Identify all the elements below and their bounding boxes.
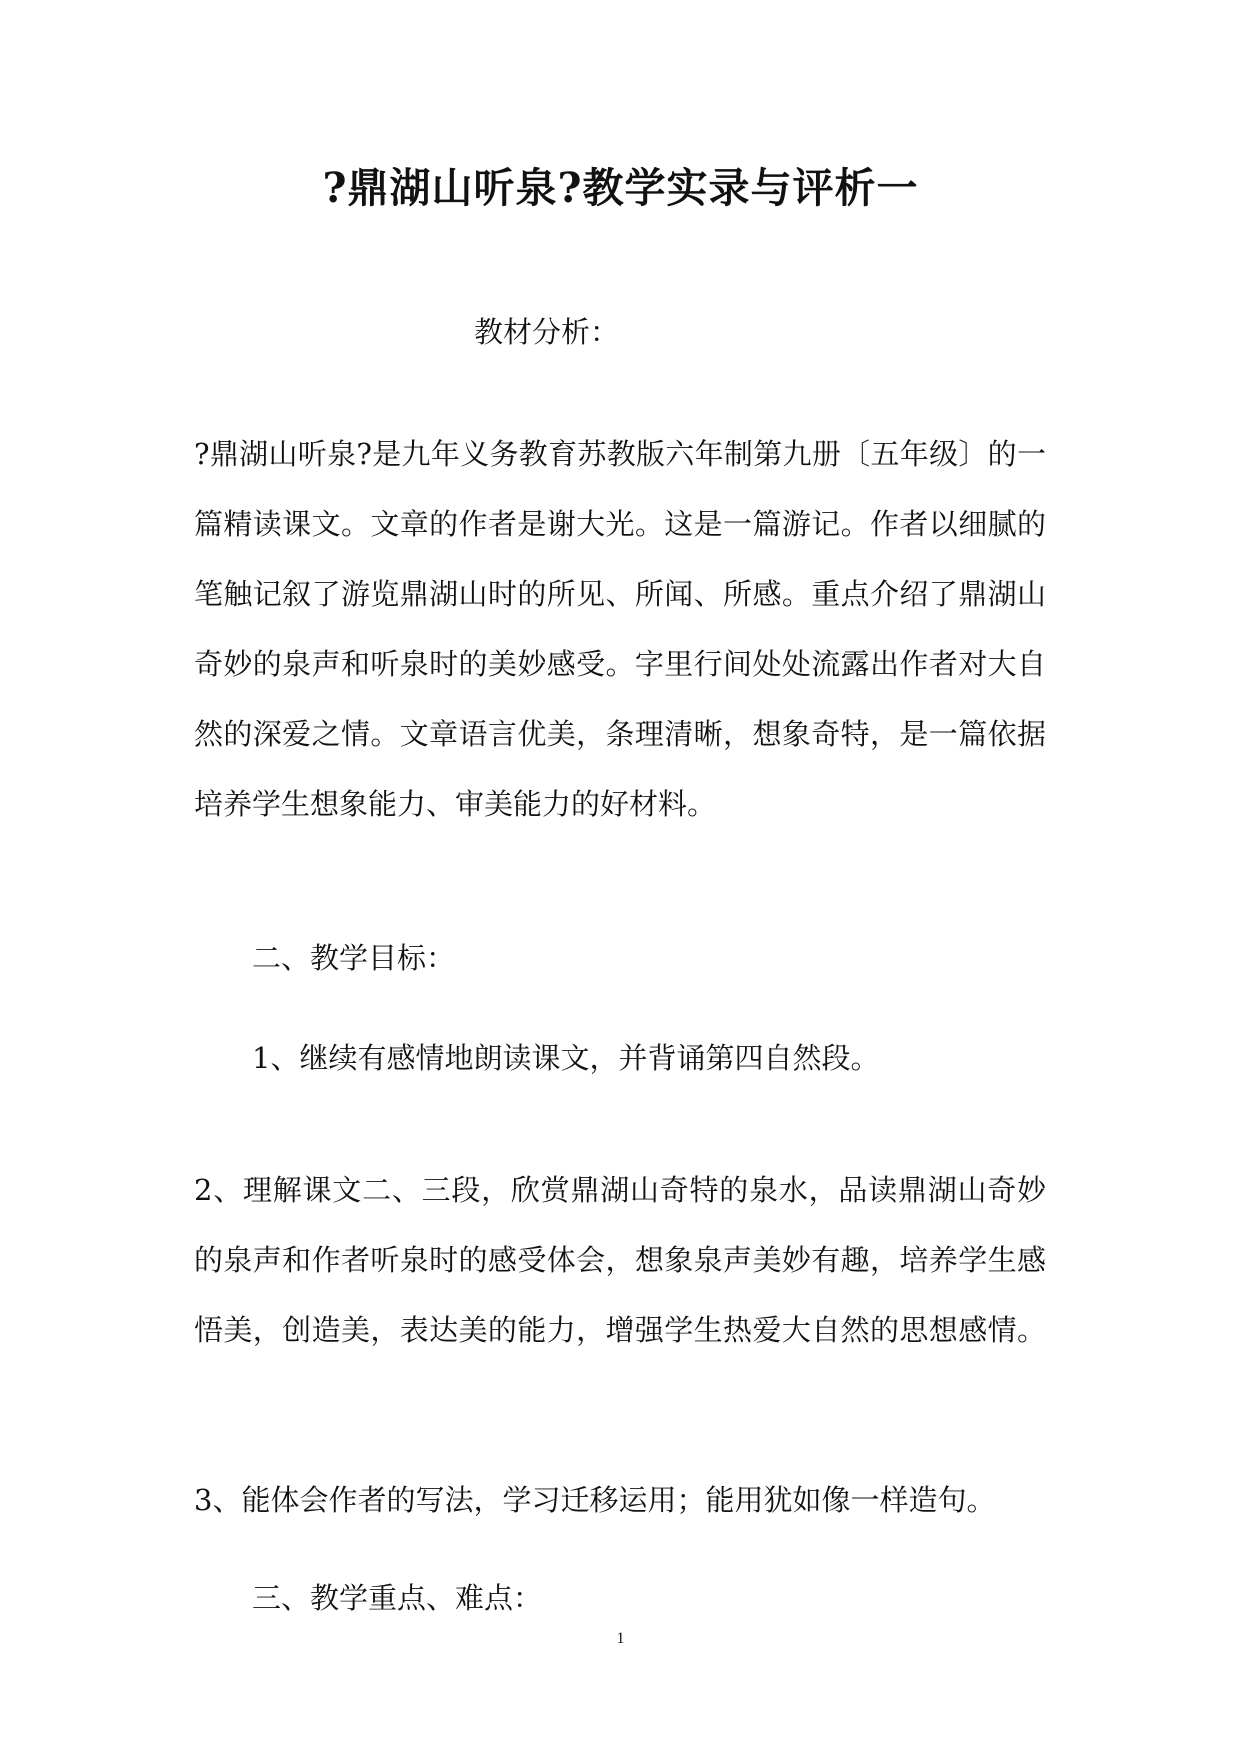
analysis-line: 然的深爱之情。文章语言优美，条理清晰，想象奇特，是一篇依据 xyxy=(194,717,1046,751)
goal-2-line: 悟美，创造美，表达美的能力，增强学生热爱大自然的思想感情。 xyxy=(194,1313,1046,1347)
analysis-line: 培养学生想象能力、审美能力的好材料。 xyxy=(194,787,717,821)
goal-item-2 xyxy=(194,1168,1046,1352)
analysis-line: 奇妙的泉声和听泉时的美妙感受。字里行间处处流露出作者对大自 xyxy=(194,647,1046,681)
section-heading-material-analysis: 教材分析： xyxy=(474,315,620,349)
goal-2-line: 2、理解课文二、三段，欣赏鼎湖山奇特的泉水，品读鼎湖山奇妙 xyxy=(194,1173,1046,1207)
goal-item-3: 3、能体会作者的写法，学习迁移运用；能用犹如像一样造句。 xyxy=(194,1483,996,1517)
analysis-line: 笔触记叙了游览鼎湖山时的所见、所闻、所感。重点介绍了鼎湖山 xyxy=(194,577,1046,611)
section-heading-teaching-goals: 二、教学目标： xyxy=(252,941,456,975)
goal-2-line: 的泉声和作者听泉时的感受体会，想象泉声美妙有趣，培养学生感 xyxy=(194,1243,1046,1277)
analysis-paragraph xyxy=(194,432,1046,826)
analysis-line: 篇精读课文。文章的作者是谢大光。这是一篇游记。作者以细腻的 xyxy=(194,507,1046,541)
document-title: ?鼎湖山听泉?教学实录与评析一 xyxy=(322,164,919,212)
section-heading-key-points: 三、教学重点、难点： xyxy=(252,1581,543,1615)
page-number: 1 xyxy=(616,1630,625,1647)
analysis-line: ?鼎湖山听泉?是九年义务教育苏教版六年制第九册〔五年级〕的一 xyxy=(194,437,1046,471)
goal-item-1: 1、继续有感情地朗读课文，并背诵第四自然段。 xyxy=(252,1041,880,1075)
